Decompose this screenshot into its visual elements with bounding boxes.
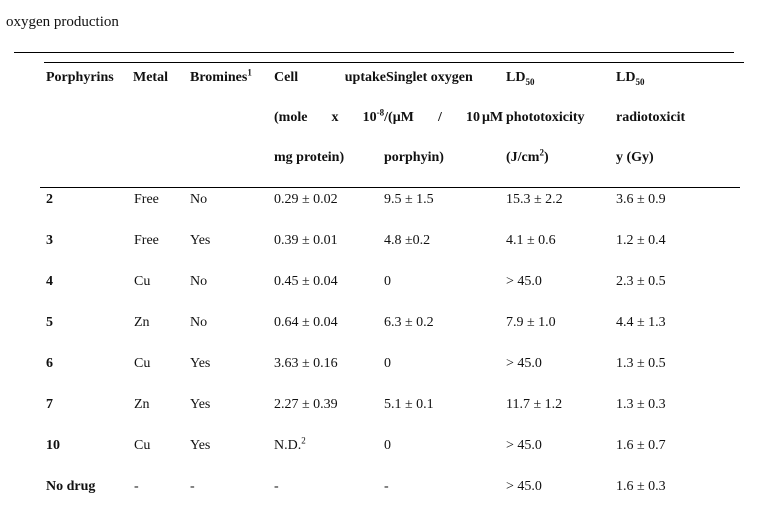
cell-uptake: 0.29 ± 0.02: [274, 192, 338, 207]
cell-bromines: Yes: [190, 233, 211, 248]
cell-radiotoxicity: 1.3 ± 0.5: [616, 356, 666, 371]
cell-radiotoxicity: 1.6 ± 0.7: [616, 438, 666, 453]
cell-uptake: N.D.$^2$: [274, 435, 306, 453]
cell-porphyrin: 10: [46, 438, 60, 453]
header-bottom-rule: [40, 187, 740, 188]
cell-singlet: 0: [384, 274, 391, 289]
cell-metal: Free: [134, 233, 159, 248]
header-cell-uptake-protein: mg protein): [274, 150, 345, 165]
header-singlet-units: μM: [482, 110, 504, 125]
cell-radiotoxicity: 1.6 ± 0.3: [616, 479, 666, 494]
cell-porphyrin: 4: [46, 274, 53, 289]
header-cell-uptake: Cell uptake: [274, 70, 386, 85]
cell-porphyrin: 3: [46, 233, 53, 248]
cell-bromines: No: [190, 274, 208, 289]
header-porphyrins: Porphyrins: [46, 70, 114, 85]
cell-singlet: 0: [384, 438, 391, 453]
cell-phototoxicity: 11.7 ± 1.2: [506, 397, 563, 412]
cell-radiotoxicity: 1.2 ± 0.4: [616, 233, 666, 248]
cell-singlet: 0: [384, 356, 391, 371]
cell-radiotoxicity: 4.4 ± 1.3: [616, 315, 666, 330]
cell-bromines: Yes: [190, 438, 211, 453]
header-photo-units: $(J/cm^2)$: [506, 147, 549, 165]
cell-porphyrin: 6: [46, 356, 53, 371]
top-rule: [14, 52, 734, 53]
cell-metal: Free: [134, 192, 159, 207]
cell-singlet: 9.5 ± 1.5: [384, 192, 434, 207]
cell-bromines: Yes: [190, 356, 211, 371]
header-ld50-photo: $LD_{50}$: [506, 70, 535, 87]
cell-uptake: -: [274, 479, 279, 494]
cell-uptake: 0.45 ± 0.04: [274, 274, 338, 289]
cell-porphyrin: 7: [46, 397, 53, 412]
cell-phototoxicity: 4.1 ± 0.6: [506, 233, 556, 248]
cell-singlet: 6.3 ± 0.2: [384, 315, 434, 330]
cell-phototoxicity: 15.3 ± 2.2: [506, 192, 563, 207]
cell-bromines: -: [190, 479, 195, 494]
cell-radiotoxicity: 2.3 ± 0.5: [616, 274, 666, 289]
header-metal: Metal: [133, 70, 168, 85]
header-singlet-oxygen: Singlet oxygen: [386, 70, 473, 85]
header-cell-uptake-units: (mole x $10^{-8}/(\mu M / 10$: [274, 107, 480, 125]
header-rule: [44, 62, 744, 63]
cell-uptake: 2.27 ± 0.39: [274, 397, 338, 412]
cell-bromines: No: [190, 192, 208, 207]
cell-radiotoxicity: 3.6 ± 0.9: [616, 192, 666, 207]
cell-uptake: 0.39 ± 0.01: [274, 233, 338, 248]
cell-metal: Cu: [134, 438, 151, 453]
cell-radiotoxicity: 1.3 ± 0.3: [616, 397, 666, 412]
cell-bromines: Yes: [190, 397, 211, 412]
cell-uptake: 0.64 ± 0.04: [274, 315, 338, 330]
header-singlet-porphyrin: porphyin): [384, 150, 444, 165]
cell-metal: Cu: [134, 356, 151, 371]
cell-phototoxicity: 7.9 ± 1.0: [506, 315, 556, 330]
header-phototoxicity: phototoxicity: [506, 110, 585, 125]
header-ld50-radio: $LD_{50}$: [616, 70, 645, 87]
cell-metal: Cu: [134, 274, 151, 289]
table-caption: oxygen production: [6, 14, 119, 30]
header-bromines: Bromines$^1$: [190, 67, 252, 85]
cell-bromines: No: [190, 315, 208, 330]
cell-porphyrin: 2: [46, 192, 53, 207]
cell-uptake: 3.63 ± 0.16: [274, 356, 338, 371]
cell-singlet: 5.1 ± 0.1: [384, 397, 434, 412]
cell-phototoxicity: > 45.0: [506, 479, 542, 494]
cell-singlet: 4.8 ±0.2: [384, 233, 431, 248]
cell-metal: Zn: [134, 397, 150, 412]
cell-porphyrin: 5: [46, 315, 53, 330]
cell-phototoxicity: > 45.0: [506, 356, 542, 371]
cell-metal: Zn: [134, 315, 150, 330]
cell-phototoxicity: > 45.0: [506, 438, 542, 453]
cell-porphyrin: No drug: [46, 479, 96, 494]
cell-metal: -: [134, 479, 139, 494]
cell-singlet: -: [384, 479, 389, 494]
header-radio-units: y (Gy): [616, 150, 654, 165]
header-radiotoxicity: radiotoxicit: [616, 110, 686, 125]
cell-phototoxicity: > 45.0: [506, 274, 542, 289]
